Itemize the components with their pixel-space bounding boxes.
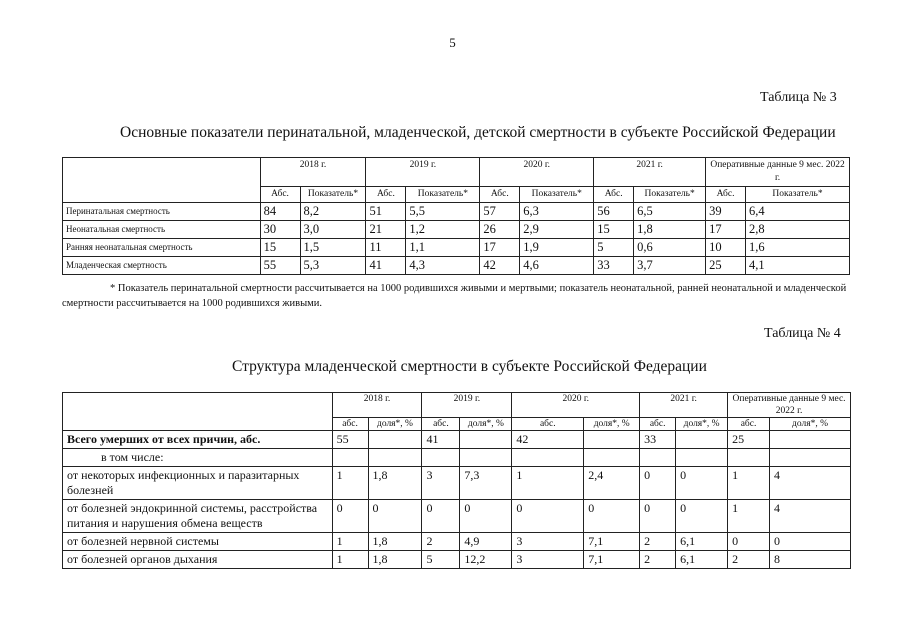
table-cell: 0 bbox=[512, 500, 584, 533]
table4-sub-abs: абс. bbox=[422, 418, 460, 431]
table-cell bbox=[728, 449, 770, 467]
table3-period-header: Оперативные данные 9 мес. 2022 г. bbox=[706, 158, 850, 187]
table3-sub-indicator: Показатель* bbox=[300, 187, 366, 203]
table-cell: 15 bbox=[594, 221, 634, 239]
table-cell: 2,4 bbox=[584, 467, 640, 500]
table-cell: 1,5 bbox=[300, 239, 366, 257]
table-cell: 8 bbox=[770, 551, 851, 569]
table-cell: 5,5 bbox=[406, 203, 480, 221]
table-cell: 0 bbox=[368, 500, 422, 533]
table3-period-header: 2019 г. bbox=[366, 158, 480, 187]
table-cell: 0 bbox=[332, 500, 368, 533]
table4-sub-abs: абс. bbox=[640, 418, 676, 431]
table-cell: 0 bbox=[770, 533, 851, 551]
table3-period-header: 2018 г. bbox=[260, 158, 366, 187]
table-cell bbox=[460, 431, 512, 449]
table-cell: 0 bbox=[422, 500, 460, 533]
table-cell: 33 bbox=[594, 257, 634, 275]
table-cell bbox=[584, 449, 640, 467]
table-row bbox=[63, 467, 851, 500]
table4-period-header: 2020 г. bbox=[512, 393, 640, 418]
table4-period-header: 2021 г. bbox=[640, 393, 728, 418]
table-cell: 2,9 bbox=[520, 221, 594, 239]
table3-sub-indicator: Показатель* bbox=[746, 187, 850, 203]
table-cell: 1 bbox=[512, 467, 584, 500]
table-cell: 0 bbox=[640, 500, 676, 533]
table3-period-header: 2021 г. bbox=[594, 158, 706, 187]
table-cell: 84 bbox=[260, 203, 300, 221]
table-cell: 1,9 bbox=[520, 239, 594, 257]
table4-sub-abs: абс. bbox=[512, 418, 584, 431]
table4-period-header: Оперативные данные 9 мес. 2022 г. bbox=[728, 393, 851, 418]
table-cell: 42 bbox=[480, 257, 520, 275]
table-row bbox=[63, 533, 851, 551]
table-cell: 5 bbox=[594, 239, 634, 257]
table-cell: 11 bbox=[366, 239, 406, 257]
table-cell: 8,2 bbox=[300, 203, 366, 221]
table-cell: 4,3 bbox=[406, 257, 480, 275]
table-cell: 41 bbox=[422, 431, 460, 449]
table4-sub-share: доля*, % bbox=[584, 418, 640, 431]
table-cell: 1,8 bbox=[368, 551, 422, 569]
table-cell: 2 bbox=[422, 533, 460, 551]
table-cell: 10 bbox=[706, 239, 746, 257]
table-cell: 5,3 bbox=[300, 257, 366, 275]
footnote-separator bbox=[99, 274, 229, 275]
table-cell: 3 bbox=[512, 533, 584, 551]
table-cell: 2,8 bbox=[746, 221, 850, 239]
table-cell: 4,1 bbox=[746, 257, 850, 275]
table-cell: 25 bbox=[706, 257, 746, 275]
table-row bbox=[63, 203, 850, 221]
table3-sub-abs: Абс. bbox=[366, 187, 406, 203]
table-cell: 55 bbox=[260, 257, 300, 275]
table-row bbox=[63, 221, 850, 239]
table-row bbox=[63, 551, 851, 569]
table-cell: 2 bbox=[728, 551, 770, 569]
table-cell: 6,1 bbox=[676, 551, 728, 569]
table-cell bbox=[422, 449, 460, 467]
table-cell: 1,8 bbox=[368, 467, 422, 500]
table-cell: 1 bbox=[728, 500, 770, 533]
table-cell: 6,1 bbox=[676, 533, 728, 551]
table3-sub-abs: Абс. bbox=[260, 187, 300, 203]
table-cell: 17 bbox=[706, 221, 746, 239]
table-cell: 1,1 bbox=[406, 239, 480, 257]
table-cell: 1,8 bbox=[634, 221, 706, 239]
table-row bbox=[63, 239, 850, 257]
row-label: от болезней эндокринной системы, расстройства питания и нарушения обмена веществ bbox=[63, 500, 333, 533]
table-cell bbox=[368, 431, 422, 449]
table-cell: 1 bbox=[332, 533, 368, 551]
table-cell: 5 bbox=[422, 551, 460, 569]
row-label: Перинатальная смертность bbox=[63, 203, 261, 221]
table-cell bbox=[676, 449, 728, 467]
table4-title: Структура младенческой смертности в субъекте Российской Федерации bbox=[232, 358, 707, 375]
table4 bbox=[62, 392, 851, 569]
table4-header-periods bbox=[63, 393, 851, 418]
table4-period-header: 2018 г. bbox=[332, 393, 422, 418]
table-cell: 25 bbox=[728, 431, 770, 449]
row-label: от болезней нервной системы bbox=[63, 533, 333, 551]
table3-period-header: 2020 г. bbox=[480, 158, 594, 187]
table-cell: 1 bbox=[728, 467, 770, 500]
table3-title: Основные показатели перинатальной, младенческой, детской смертности в субъекте Российской Федерации bbox=[120, 124, 836, 141]
table-cell: 7,3 bbox=[460, 467, 512, 500]
table-cell bbox=[770, 449, 851, 467]
table3 bbox=[62, 157, 850, 275]
table-row bbox=[63, 431, 851, 449]
table-cell: 0 bbox=[584, 500, 640, 533]
table3-sub-abs: Абс. bbox=[480, 187, 520, 203]
table-cell: 56 bbox=[594, 203, 634, 221]
table-cell: 3 bbox=[422, 467, 460, 500]
table-cell: 4,9 bbox=[460, 533, 512, 551]
table-cell: 3,7 bbox=[634, 257, 706, 275]
table3-header-periods bbox=[63, 158, 850, 187]
table4-sub-share: доля*, % bbox=[770, 418, 851, 431]
table-row bbox=[63, 449, 851, 467]
table-cell: 7,1 bbox=[584, 551, 640, 569]
table-cell: 3,0 bbox=[300, 221, 366, 239]
table-cell: 1,6 bbox=[746, 239, 850, 257]
table-cell: 30 bbox=[260, 221, 300, 239]
table-cell: 33 bbox=[640, 431, 676, 449]
table3-sub-abs: Абс. bbox=[594, 187, 634, 203]
table-cell: 12,2 bbox=[460, 551, 512, 569]
table-cell: 6,4 bbox=[746, 203, 850, 221]
table-cell: 6,5 bbox=[634, 203, 706, 221]
row-label: Ранняя неонатальная смертность bbox=[63, 239, 261, 257]
table-cell: 17 bbox=[480, 239, 520, 257]
table-cell bbox=[332, 449, 368, 467]
row-label: Неонатальная смертность bbox=[63, 221, 261, 239]
table-cell: 57 bbox=[480, 203, 520, 221]
table-cell: 39 bbox=[706, 203, 746, 221]
table-cell bbox=[460, 449, 512, 467]
table-cell: 1 bbox=[332, 467, 368, 500]
table-cell: 4,6 bbox=[520, 257, 594, 275]
table-row bbox=[63, 500, 851, 533]
table-cell: 3 bbox=[512, 551, 584, 569]
table3-sub-indicator: Показатель* bbox=[520, 187, 594, 203]
table4-sub-abs: абс. bbox=[332, 418, 368, 431]
table-row bbox=[63, 257, 850, 275]
table-cell bbox=[584, 431, 640, 449]
table-cell bbox=[676, 431, 728, 449]
table4-period-header: 2019 г. bbox=[422, 393, 512, 418]
row-label: от некоторых инфекционных и паразитарных болезней bbox=[63, 467, 333, 500]
table4-sub-share: доля*, % bbox=[676, 418, 728, 431]
table-cell bbox=[368, 449, 422, 467]
table3-sub-indicator: Показатель* bbox=[406, 187, 480, 203]
table-cell: 1,2 bbox=[406, 221, 480, 239]
table-cell: 0 bbox=[676, 500, 728, 533]
table4-label: Таблица № 4 bbox=[764, 326, 841, 341]
table-cell bbox=[770, 431, 851, 449]
table4-sub-share: доля*, % bbox=[460, 418, 512, 431]
table-cell: 51 bbox=[366, 203, 406, 221]
table3-label: Таблица № 3 bbox=[760, 90, 837, 105]
table-cell: 4 bbox=[770, 500, 851, 533]
table-cell: 42 bbox=[512, 431, 584, 449]
table4-sub-abs: абс. bbox=[728, 418, 770, 431]
row-label: Всего умерших от всех причин, абс. bbox=[63, 431, 333, 449]
table-cell: 0 bbox=[640, 467, 676, 500]
table-cell: 4 bbox=[770, 467, 851, 500]
table4-corner-cell bbox=[63, 393, 333, 431]
table3-footnote: * Показатель перинатальной смертности рассчитывается на 1000 родившихся живыми и мертвыми; показатель неонатальной, ранней неонатальной и младенческой смертности рассчитывается на 1000 родившихся живыми. bbox=[62, 283, 847, 309]
table4-sub-share: доля*, % bbox=[368, 418, 422, 431]
table-cell: 2 bbox=[640, 533, 676, 551]
row-label: от болезней органов дыхания bbox=[63, 551, 333, 569]
table-cell: 55 bbox=[332, 431, 368, 449]
page-number: 5 bbox=[449, 35, 456, 50]
table-cell: 1,8 bbox=[368, 533, 422, 551]
table-cell bbox=[640, 449, 676, 467]
table-cell: 7,1 bbox=[584, 533, 640, 551]
table-cell: 0,6 bbox=[634, 239, 706, 257]
table-cell: 0 bbox=[676, 467, 728, 500]
table-cell: 6,3 bbox=[520, 203, 594, 221]
table-cell: 21 bbox=[366, 221, 406, 239]
table-cell: 1 bbox=[332, 551, 368, 569]
table-cell bbox=[512, 449, 584, 467]
table-cell: 2 bbox=[640, 551, 676, 569]
table-cell: 15 bbox=[260, 239, 300, 257]
row-label: Младенческая смертность bbox=[63, 257, 261, 275]
table-cell: 26 bbox=[480, 221, 520, 239]
table3-sub-indicator: Показатель* bbox=[634, 187, 706, 203]
table-cell: 0 bbox=[728, 533, 770, 551]
table-cell: 0 bbox=[460, 500, 512, 533]
table3-corner-cell bbox=[63, 158, 261, 203]
table3-sub-abs: Абс. bbox=[706, 187, 746, 203]
including-label: в том числе: bbox=[63, 449, 333, 467]
table-cell: 41 bbox=[366, 257, 406, 275]
